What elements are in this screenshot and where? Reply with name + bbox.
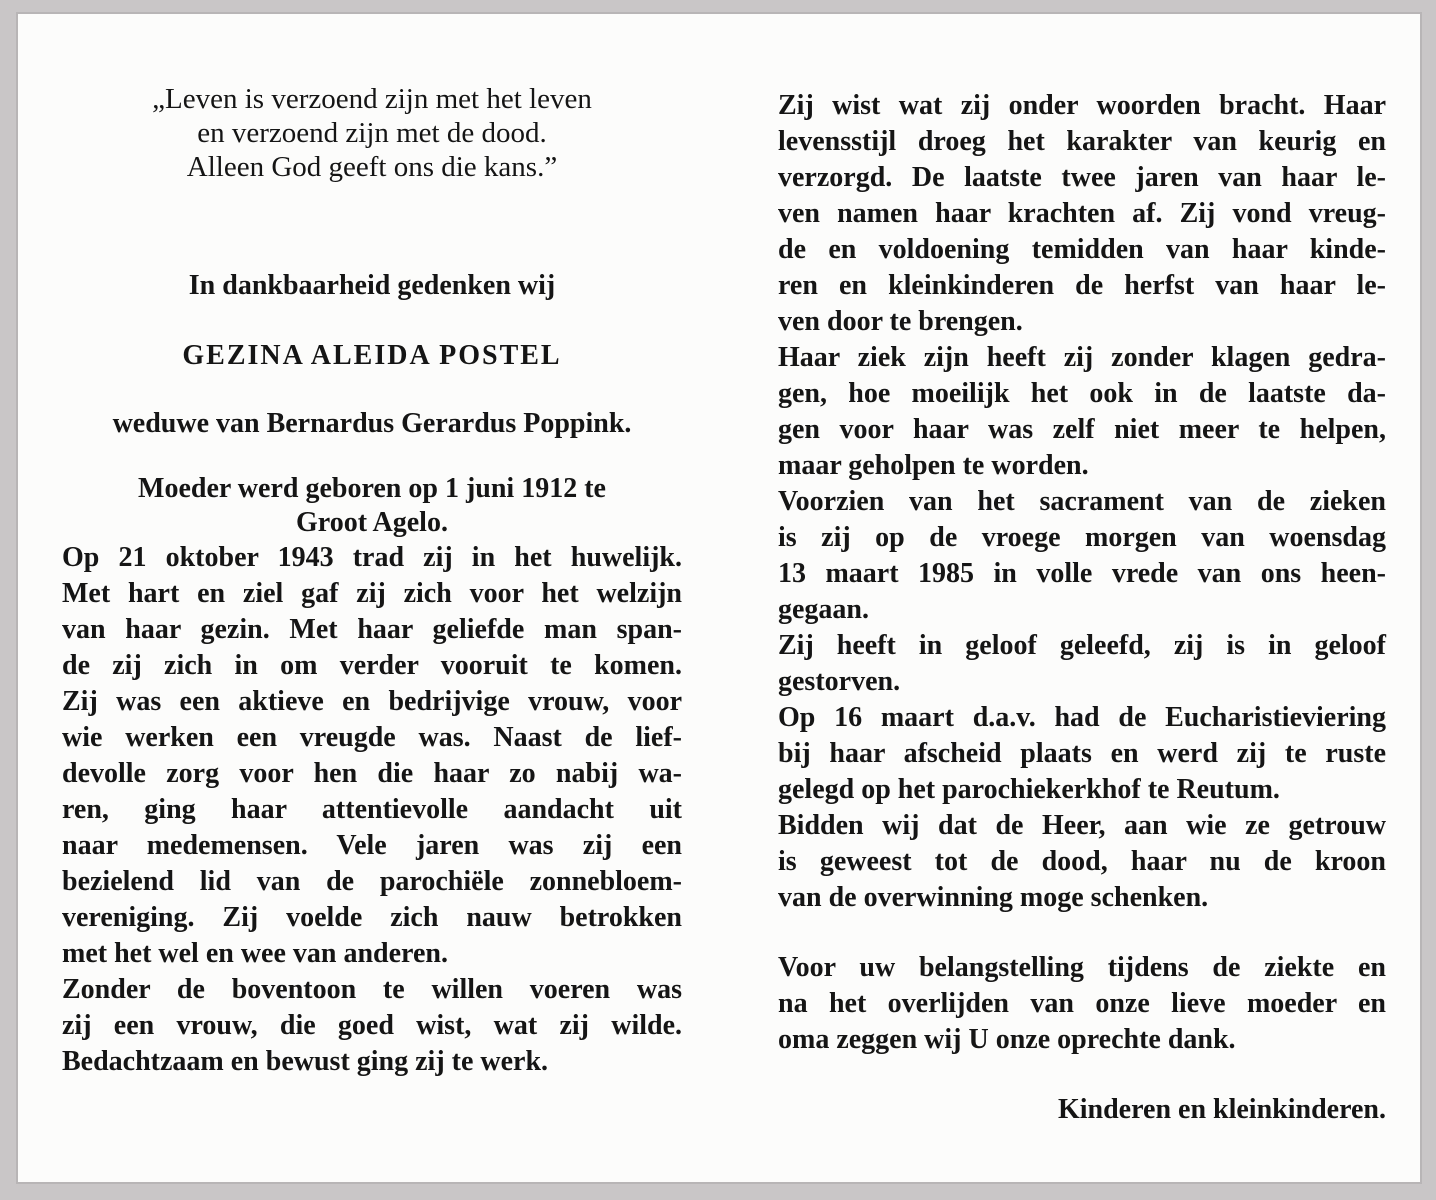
body-line: van de overwinning moge schenken. [778,882,1209,913]
body-line: Zij heeft in geloof geleefd, zij is in geloof [778,630,1386,661]
body-line: ven namen haar krachten af. Zij vond vreug- [778,198,1386,229]
body-line: Zij was een aktieve en bedrijvige vrouw, voor [62,686,682,717]
thanks-line: na het overlijden van onze lieve moeder en [778,988,1386,1019]
intro-text: In dankbaarheid gedenken wij [188,270,556,301]
body-line: Zonder de boventoon te willen voeren was [62,974,682,1005]
body-line: gen voor haar was zelf niet meer te helpen, [778,414,1386,445]
motto-line: Alleen God geeft ons die kans.” [186,151,558,183]
body-line: ren en kleinkinderen de herfst van haar le- [778,270,1386,301]
thanks-text [778,950,1386,1058]
body-line: devolle zorg voor hen die haar zo nabij wa- [62,758,682,789]
body-line: gestorven. [778,666,901,697]
motto-line: „Leven is verzoend zijn met het leven [152,83,592,115]
body-line: Zij wist wat zij onder woorden bracht. Haar [778,90,1386,121]
body-line: Voorzien van het sacrament van de zieken [778,486,1386,517]
thanks-line: oma zeggen wij U onze oprechte dank. [778,1024,1236,1055]
birth-line: Groot Agelo. [296,507,448,538]
body-line: levensstijl droeg het karakter van keurig en [778,126,1386,157]
body-line: is geweest tot de dood, haar nu de kroon [778,846,1386,877]
body-line: ven door te brengen. [778,306,1023,337]
body-line: zij een vrouw, die goed wist, wat zij wilde. [62,1010,682,1041]
signature: Kinderen en kleinkinderen. [1057,1094,1386,1125]
body-line: is zij op de vroege morgen van woensdag [778,522,1386,553]
body-line: naar medemensen. Vele jaren was zij een [62,830,682,861]
left-column [62,82,682,1080]
body-line: Met hart en ziel gaf zij zich voor het welzijn [62,578,682,609]
body-line: de en voldoening temidden van haar kinde- [778,234,1386,265]
memorial-card [18,14,1420,1182]
motto-line: en verzoend zijn met de dood. [197,117,547,149]
body-line: Bidden wij dat de Heer, aan wie ze getrouw [778,810,1386,841]
body-line: Haar ziek zijn heeft zij zonder klagen gedra- [778,342,1386,373]
body-line: Bedachtzaam en bewust ging zij te werk. [62,1046,549,1077]
body-line: bezielend lid van de parochiële zonnebloem- [62,866,682,897]
body-line: vereniging. Zij voelde zich nauw betrokken [62,902,682,933]
left-body-text [62,540,682,1080]
right-column [778,88,1386,1128]
body-line: gegaan. [778,594,869,625]
motto-quote [62,82,682,184]
deceased-name: GEZINA ALEIDA POSTEL [182,340,562,371]
body-line: bij haar afscheid plaats en werd zij te ruste [778,738,1386,769]
body-line: van haar gezin. Met haar geliefde man span- [62,614,682,645]
body-line: 13 maart 1985 in volle vrede van ons heen- [778,558,1386,589]
body-line: maar geholpen te worden. [778,450,1089,481]
body-line: Op 16 maart d.a.v. had de Eucharistieviering [778,702,1386,733]
thanks-line: Voor uw belangstelling tijdens de ziekte en [778,952,1386,983]
body-line: met het wel en wee van anderen. [62,938,448,969]
widow-of-text: weduwe van Bernardus Gerardus Poppink. [112,408,632,439]
right-body-text [778,88,1386,916]
body-line: Op 21 oktober 1943 trad zij in het huwelijk. [62,542,682,573]
body-line: verzorgd. De laatste twee jaren van haar le- [778,162,1386,193]
body-line: gelegd op het parochiekerkhof te Reutum. [778,774,1280,805]
body-line: wie werken een vreugde was. Naast de lief- [62,722,682,753]
body-line: de zij zich in om verder vooruit te komen. [62,650,682,681]
body-line: ren, ging haar attentievolle aandacht uit [62,794,682,825]
body-line: gen, hoe moeilijk het ook in de laatste da- [778,378,1386,409]
birth-text [62,472,682,540]
birth-line: Moeder werd geboren op 1 juni 1912 te [138,473,606,504]
